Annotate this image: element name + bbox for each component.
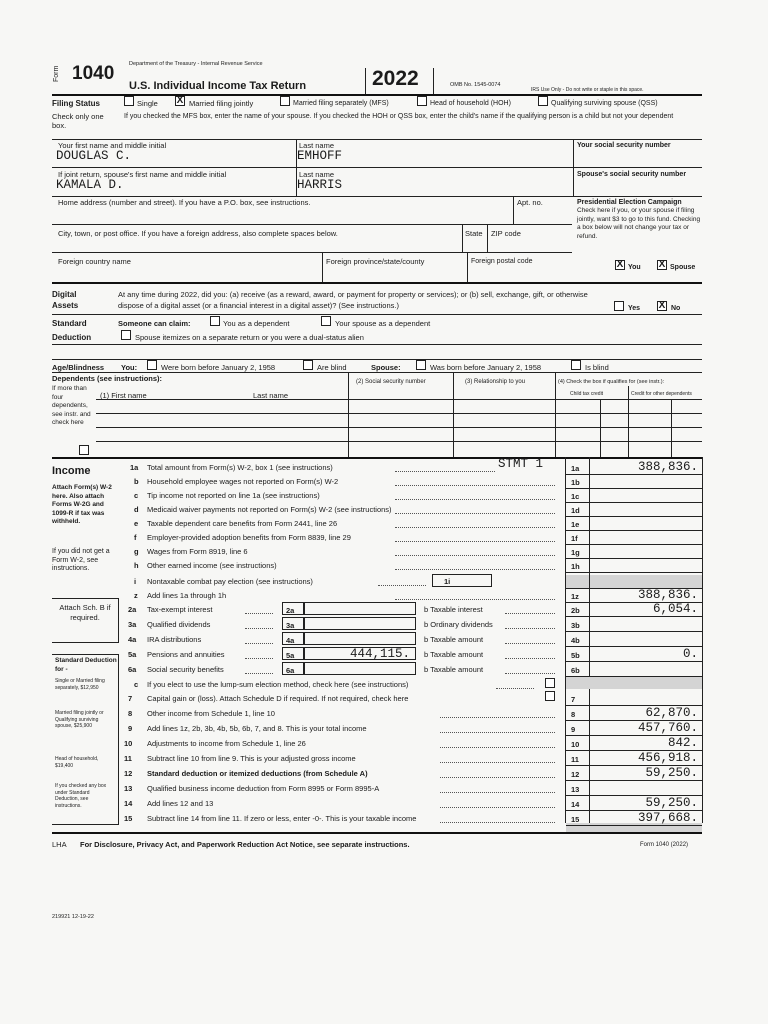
spouse-born-label: Was born before January 2, 1958 <box>430 363 542 372</box>
lha-label: LHA <box>52 840 67 849</box>
pair-right-text: b Taxable amount <box>424 635 484 644</box>
digital-no-label: No <box>671 305 681 312</box>
digital-yes-label: Yes <box>628 305 641 312</box>
dep-col-first: (1) First name <box>100 391 147 400</box>
digital-label: Digital <box>52 290 77 299</box>
line-text: Add lines 1z, 2b, 3b, 4b, 5b, 6b, 7, and 8. This is your total income <box>147 724 367 733</box>
pair-right-text: b Ordinary dividends <box>424 620 493 629</box>
filing-status-instruction: If you checked the MFS box, enter the name of your spouse. If you checked the HOH or QSS box, enter the child's name if the qualifying person is a child but not your dependent <box>124 113 674 120</box>
line-amount[interactable]: 842. <box>667 736 698 750</box>
privacy-notice: For Disclosure, Privacy Act, and Paperwork Reduction Act Notice, see separate instructions. <box>80 840 410 849</box>
single-checkbox[interactable] <box>124 96 134 106</box>
hoh-label: Head of household (HOH) <box>430 100 511 107</box>
ssn-label: Your social security number <box>577 142 671 149</box>
line-box-label: 1f <box>571 534 578 543</box>
filing-status-label: Filing Status <box>52 99 100 108</box>
married-jointly-checkbox[interactable]: X <box>176 95 184 106</box>
no-w2-note: If you did not get a Form W-2, see instructions. <box>52 548 110 572</box>
line-box-label: 13 <box>571 785 580 794</box>
line-num: 9 <box>128 724 133 733</box>
lump-sum-checkbox[interactable] <box>545 678 555 688</box>
spouse-dependent-label: Your spouse as a dependent <box>335 319 431 328</box>
someone-can-claim: Someone can claim: <box>118 319 191 328</box>
form-title: U.S. Individual Income Tax Return <box>129 80 307 92</box>
line-num: c <box>134 491 139 500</box>
pair-left-text: Qualified dividends <box>147 620 211 629</box>
line-box-label: 1h <box>571 562 580 571</box>
line-num: d <box>134 505 139 514</box>
pair-num: 4a <box>128 635 137 644</box>
line-box-label: 15 <box>571 815 580 824</box>
foreign-country-label: Foreign country name <box>58 257 131 266</box>
pair-num: 2a <box>128 605 137 614</box>
first-name-label: Your first name and middle initial <box>58 141 167 150</box>
pair-right-text: b Taxable interest <box>424 605 483 614</box>
tax-year: 2022 <box>372 67 419 90</box>
line-amount[interactable]: 59,250. <box>645 766 698 780</box>
pair-left-box: 6a <box>286 666 295 675</box>
qss-label: Qualifying surviving spouse (QSS) <box>551 100 658 107</box>
line-box-label: 1b <box>571 478 580 487</box>
std-item-mfj: Married filing jointly or Qualifying surviving spouse, $25,900 <box>55 710 104 729</box>
line-box-label: 14 <box>571 800 580 809</box>
line-amount[interactable]: 59,250. <box>645 796 698 810</box>
digital-no-checkbox[interactable]: X <box>658 300 666 311</box>
omb-number: OMB No. 1545-0074 <box>450 82 501 88</box>
line-6c-text: If you elect to use the lump-sum election method, check here (see instructions) <box>147 680 409 689</box>
line-text: Add lines 1a through 1h <box>147 591 227 600</box>
dept-label: Department of the Treasury - Internal Revenue Service <box>129 61 263 67</box>
pair-right-text: b Taxable amount <box>424 650 484 659</box>
line-num: 13 <box>124 784 133 793</box>
pec-text: Check here if you, or your spouse if filing jointly, want $3 to go to this fund. Checking a box below will not change your tax or refund. <box>577 207 701 240</box>
line-text: Subtract line 14 from line 11. If zero or less, enter -0-. This is your taxable income <box>147 814 417 823</box>
pair-left-amount[interactable]: 444,115. <box>349 647 410 661</box>
line-num: 1a <box>130 463 139 472</box>
line-amount[interactable]: 456,918. <box>637 751 698 765</box>
line-6c-num: c <box>134 680 139 689</box>
pair-left-text: Pensions and annuities <box>147 650 225 659</box>
std-item-checked: If you checked any box under Standard Deduction, see instructions. <box>55 783 107 809</box>
pec-spouse-checkbox[interactable]: X <box>658 259 666 270</box>
you-blind-checkbox[interactable] <box>303 360 313 370</box>
dependents-side-note: If more than four dependents, see instr. and check here <box>52 385 91 426</box>
line-amount[interactable]: 397,668. <box>637 811 698 825</box>
pair-right-box: 2b <box>571 606 580 615</box>
line-text: Household employee wages not reported on Form(s) W-2 <box>147 477 339 486</box>
more-dependents-checkbox[interactable] <box>79 445 89 455</box>
dep-col-last: Last name <box>253 391 289 400</box>
hoh-checkbox[interactable] <box>417 96 427 106</box>
line-box-label: 1e <box>571 520 580 529</box>
line-box-label: 1z <box>571 592 579 601</box>
line-amount[interactable]: 388,836. <box>637 460 698 474</box>
std-item-single: Single or Married filing separately, $12,950 <box>55 678 105 691</box>
first-name-value[interactable]: DOUGLAS C. <box>56 149 132 163</box>
line-amount[interactable]: 62,870. <box>645 706 698 720</box>
spouse-ssn-label: Spouse's social security number <box>577 171 687 178</box>
line-1i-box[interactable] <box>432 574 492 587</box>
pec-spouse-label: Spouse <box>670 264 696 271</box>
age-spouse-label: Spouse: <box>371 363 401 372</box>
std-deduction-title: Standard Deduction for - <box>55 657 117 673</box>
line-num: 10 <box>124 739 133 748</box>
state-label: State <box>465 229 483 238</box>
dep-col-ssn: (2) Social security number <box>356 379 426 385</box>
std-item-hoh: Head of household, $19,400 <box>55 756 99 769</box>
line-text: Taxable dependent care benefits from Form 2441, line 26 <box>147 519 338 528</box>
line-text: Employer-provided adoption benefits from Form 8839, line 29 <box>147 533 351 542</box>
line-box-label: 8 <box>571 710 576 719</box>
form-code: 219921 12-19-22 <box>52 914 94 920</box>
line-text: Medicaid waiver payments not reported on Form(s) W-2 (see instructions) <box>147 505 392 514</box>
you-dependent-checkbox[interactable] <box>210 316 220 326</box>
pair-num: 6a <box>128 665 137 674</box>
spouse-first-name-label: If joint return, spouse's first name and middle initial <box>58 170 227 179</box>
sch-b-note: Attach Sch. B if required. <box>59 603 111 622</box>
dual-status-label: Spouse itemizes on a separate return or you were a dual-status alien <box>135 333 364 342</box>
line-1i-label: 1i <box>444 577 451 586</box>
pec-you-label: You <box>628 264 641 271</box>
income-label: Income <box>52 465 91 477</box>
spouse-blind-checkbox[interactable] <box>571 360 581 370</box>
line-num: 12 <box>124 769 133 778</box>
line-text: Total amount from Form(s) W-2, box 1 (see instructions) <box>147 463 333 472</box>
pair-num: 3a <box>128 620 137 629</box>
mfs-checkbox[interactable] <box>280 96 290 106</box>
line-box-label: 10 <box>571 740 580 749</box>
attach-w2-note: Attach Form(s) W-2 here. Also attach Forms W-2G and 1099-R if tax was withheld. <box>52 484 112 525</box>
digital-question: At any time during 2022, did you: (a) receive (as a reward, award, or payment for property or services); or (b) sell, exchange, gift, or otherwise dispose of a digital asset (or a financial interest in a digital asset)? (See instructions.) <box>118 290 588 310</box>
pec-you-checkbox[interactable]: X <box>616 259 624 270</box>
pair-left-box: 5a <box>286 651 295 660</box>
spouse-dependent-checkbox[interactable] <box>321 316 331 326</box>
line-box-label: 12 <box>571 770 580 779</box>
line-text: Standard deduction or itemized deductions (from Schedule A) <box>147 769 368 778</box>
assets-label: Assets <box>52 301 79 310</box>
deduction-label: Deduction <box>52 333 92 342</box>
form-label: Form <box>53 65 60 82</box>
age-you-label: You: <box>121 363 138 372</box>
you-born-checkbox[interactable] <box>147 360 157 370</box>
foreign-postal-label: Foreign postal code <box>471 258 533 265</box>
home-address-label: Home address (number and street). If you have a P.O. box, see instructions. <box>58 198 311 207</box>
line-box-label: 1a <box>571 464 580 473</box>
pair-left-text: Tax-exempt interest <box>147 605 213 614</box>
line-text: Nontaxable combat pay election (see instructions) <box>147 577 313 586</box>
line-box-label: 1d <box>571 506 580 515</box>
pair-num: 5a <box>128 650 137 659</box>
line-num: z <box>134 591 138 600</box>
line-box-label: 1g <box>571 548 580 557</box>
line-num: 11 <box>124 754 132 763</box>
dual-status-checkbox[interactable] <box>121 330 131 340</box>
line-num: 8 <box>128 709 133 718</box>
zip-label: ZIP code <box>491 229 521 238</box>
dependents-label: Dependents (see instructions): <box>52 374 163 383</box>
line-box-label: 1c <box>571 492 580 501</box>
line-num: 15 <box>124 814 133 823</box>
pair-left-box: 2a <box>286 606 295 615</box>
line-text: Add lines 12 and 13 <box>147 799 214 808</box>
stmt-note: STMT 1 <box>498 457 544 471</box>
line-amount[interactable]: 388,836. <box>637 588 698 602</box>
single-label: Single <box>137 99 158 108</box>
pair-right-box: 6b <box>571 666 580 675</box>
line-text: Other earned income (see instructions) <box>147 561 277 570</box>
pair-left-text: IRA distributions <box>147 635 202 644</box>
line-num: g <box>134 547 139 556</box>
dep-col-odc: Credit for other dependents <box>631 391 692 397</box>
line-box-label: 11 <box>571 755 579 764</box>
line-text: Subtract line 10 from line 9. This is your adjusted gross income <box>147 754 356 763</box>
line-num: e <box>134 519 139 528</box>
last-name-value[interactable]: EMHOFF <box>297 149 343 163</box>
form-footer-label: Form 1040 (2022) <box>640 842 689 848</box>
last-name-label: Last name <box>299 141 335 150</box>
pair-left-box: 3a <box>286 621 295 630</box>
spouse-last-name-value[interactable]: HARRIS <box>297 178 343 192</box>
line-num: i <box>134 577 137 586</box>
line-num: 7 <box>128 694 133 703</box>
pair-right-box: 5b <box>571 651 580 660</box>
pair-right-amount[interactable]: 0. <box>682 647 698 661</box>
age-blindness-label: Age/Blindness <box>52 363 105 372</box>
line-num: 14 <box>124 799 133 808</box>
spouse-last-name-label: Last name <box>299 170 335 179</box>
line-text: Wages from Form 8919, line 6 <box>147 547 248 556</box>
schedule-d-checkbox[interactable] <box>545 691 555 701</box>
line-text: Adjustments to income from Schedule 1, line 26 <box>147 739 306 748</box>
dep-col-relationship: (3) Relationship to you <box>465 379 526 385</box>
line-amount[interactable]: 457,760. <box>637 721 698 735</box>
filing-status-note: Check only one box. <box>52 112 104 130</box>
spouse-first-name-value[interactable]: KAMALA D. <box>56 178 124 192</box>
dep-col-check: (4) Check the box if qualifies for (see instr.): <box>558 379 665 385</box>
line-num: f <box>134 533 137 542</box>
mfs-label: Married filing separately (MFS) <box>293 100 389 107</box>
qss-checkbox[interactable] <box>538 96 548 106</box>
line-text: Capital gain or (loss). Attach Schedule D if required. If not required, check here <box>147 694 409 703</box>
line-box-label: 9 <box>571 725 576 734</box>
dep-col-ctc: Child tax credit <box>570 391 604 397</box>
spouse-blind-label: Is blind <box>585 363 609 372</box>
pec-title: Presidential Election Campaign <box>577 199 682 206</box>
you-blind-label: Are blind <box>317 363 347 372</box>
digital-yes-checkbox[interactable] <box>614 301 624 311</box>
pair-right-amount[interactable]: 6,054. <box>652 602 698 616</box>
spouse-born-checkbox[interactable] <box>416 360 426 370</box>
pair-right-box: 3b <box>571 621 580 630</box>
line-num: h <box>134 561 139 570</box>
married-jointly-label: Married filing jointly <box>189 99 254 108</box>
pair-left-text: Social security benefits <box>147 665 224 674</box>
line-text: Qualified business income deduction from Form 8995 or Form 8995-A <box>147 784 380 793</box>
form-number: 1040 <box>72 63 115 84</box>
irs-use-only: IRS Use Only - Do not write or staple in this space. <box>531 87 644 93</box>
you-born-label: Were born before January 2, 1958 <box>161 363 276 372</box>
pair-left-box: 4a <box>286 636 295 645</box>
line-text: Other income from Schedule 1, line 10 <box>147 709 275 718</box>
pair-right-box: 4b <box>571 636 580 645</box>
standard-label: Standard <box>52 319 87 328</box>
line-text: Tip income not reported on line 1a (see instructions) <box>147 491 320 500</box>
pair-right-text: b Taxable amount <box>424 665 484 674</box>
apt-label: Apt. no. <box>517 198 543 207</box>
foreign-province-label: Foreign province/state/county <box>326 257 425 266</box>
line-num: b <box>134 477 139 486</box>
line-box-label: 7 <box>571 695 576 704</box>
you-dependent-label: You as a dependent <box>223 319 290 328</box>
city-label: City, town, or post office. If you have a foreign address, also complete spaces below. <box>58 229 338 238</box>
